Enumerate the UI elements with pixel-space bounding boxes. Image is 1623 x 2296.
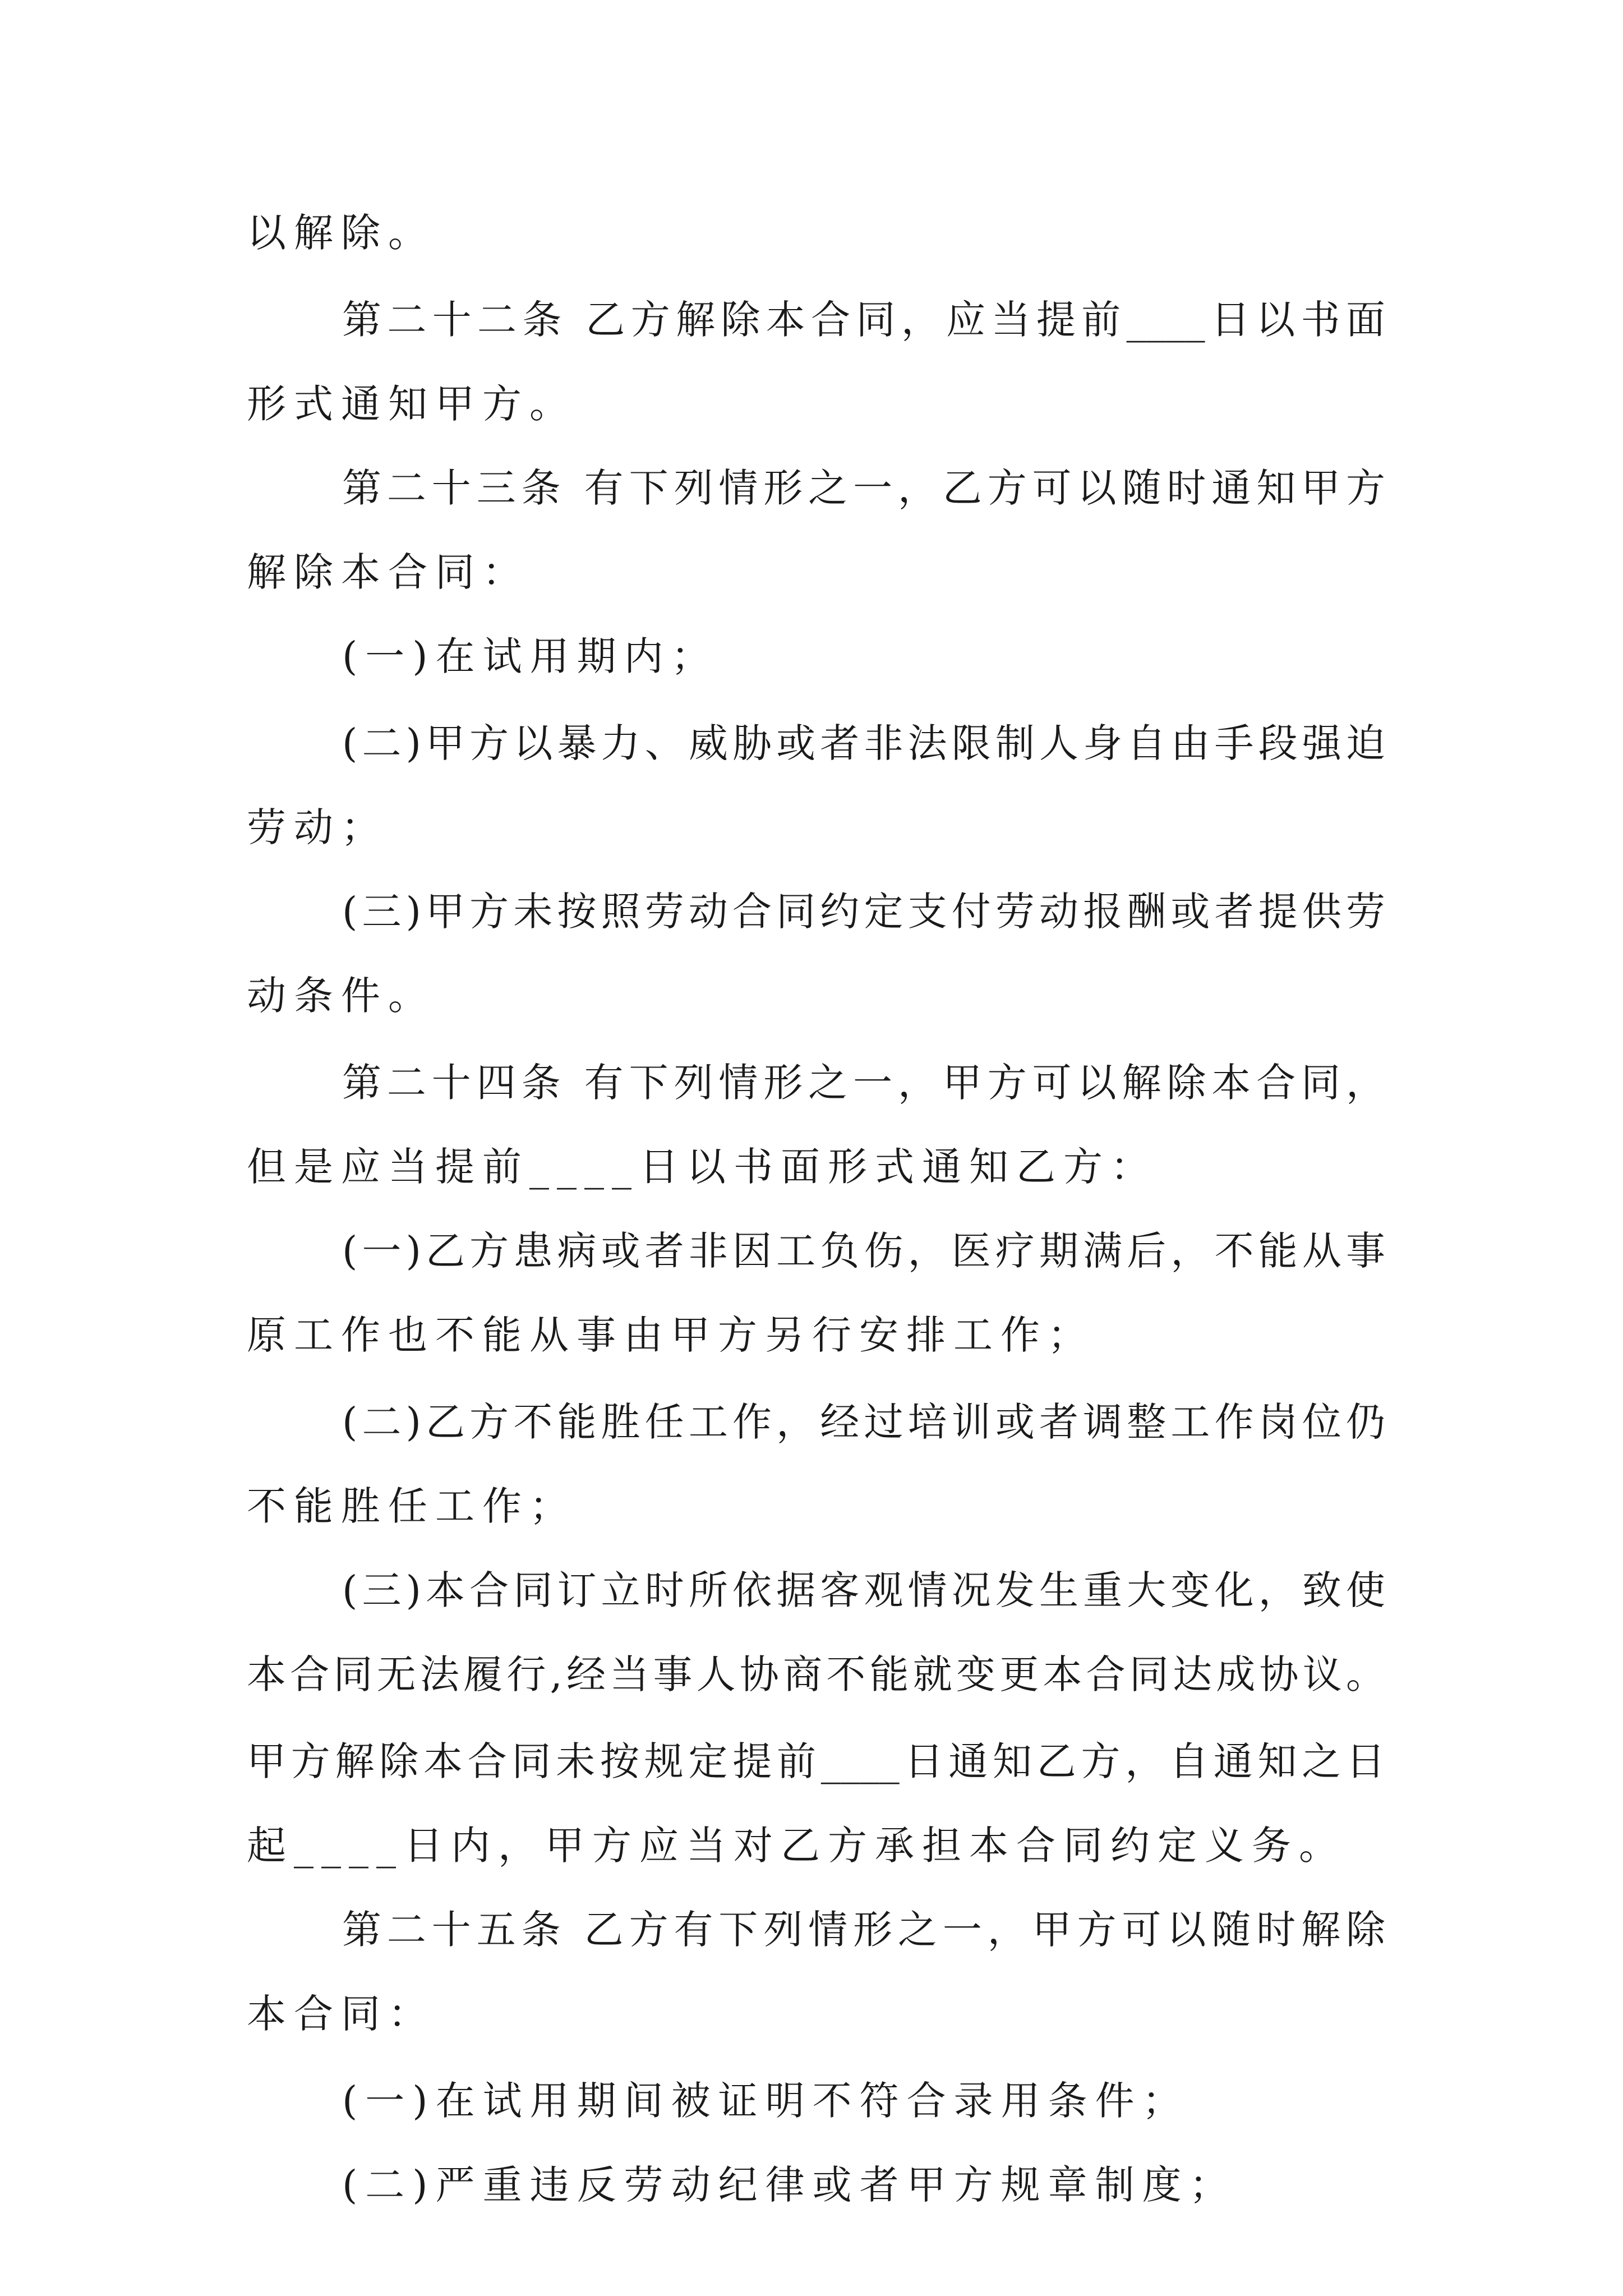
list-item: (二)甲方以暴力、威胁或者非法限制人身自由手段强迫: [342, 720, 1385, 766]
article-24-heading: 第二十四条 有下列情形之一，甲方可以解除本合同，: [342, 1060, 1385, 1106]
article-22-heading: 第二十二条 乙方解除本合同，应当提前____日以书面: [342, 297, 1385, 343]
text-line: 不能胜任工作；: [247, 1483, 577, 1529]
text-line: 形式通知甲方。: [247, 381, 577, 427]
list-item: (三)甲方未按照劳动合同约定支付劳动报酬或者提供劳: [342, 889, 1385, 935]
text-line: 以解除。: [247, 210, 435, 256]
text-line: 但是应当提前____日以书面形式通知乙方：: [247, 1144, 1158, 1190]
text-line: 本合同：: [247, 1991, 435, 2037]
list-item: (二)严重违反劳动纪律或者甲方规章制度；: [342, 2162, 1237, 2208]
text-line: 原工作也不能从事由甲方另行安排工作；: [247, 1312, 1095, 1358]
list-item: (一)在试用期内；: [342, 633, 718, 679]
text-line: 起____日内，甲方应当对乙方承担本合同约定义务。: [247, 1823, 1346, 1869]
text-line: 劳动；: [247, 804, 388, 850]
text-line: 动条件。: [247, 973, 435, 1019]
list-item: (一)乙方患病或者非因工负伤，医疗期满后，不能从事: [342, 1228, 1385, 1274]
text-line: 甲方解除本合同未按规定提前____日通知乙方，自通知之日: [247, 1738, 1385, 1784]
text-line: 解除本合同：: [247, 549, 529, 595]
article-23-heading: 第二十三条 有下列情形之一，乙方可以随时通知甲方: [342, 465, 1385, 511]
list-item: (一)在试用期间被证明不符合录用条件；: [342, 2078, 1189, 2124]
article-25-heading: 第二十五条 乙方有下列情形之一，甲方可以随时解除: [342, 1907, 1385, 1953]
text-line: 本合同无法履行,经当事人协商不能就变更本合同达成协议。: [247, 1651, 1385, 1697]
list-item: (二)乙方不能胜任工作，经过培训或者调整工作岗位仍: [342, 1399, 1385, 1445]
list-item: (三)本合同订立时所依据客观情况发生重大变化，致使: [342, 1567, 1385, 1613]
